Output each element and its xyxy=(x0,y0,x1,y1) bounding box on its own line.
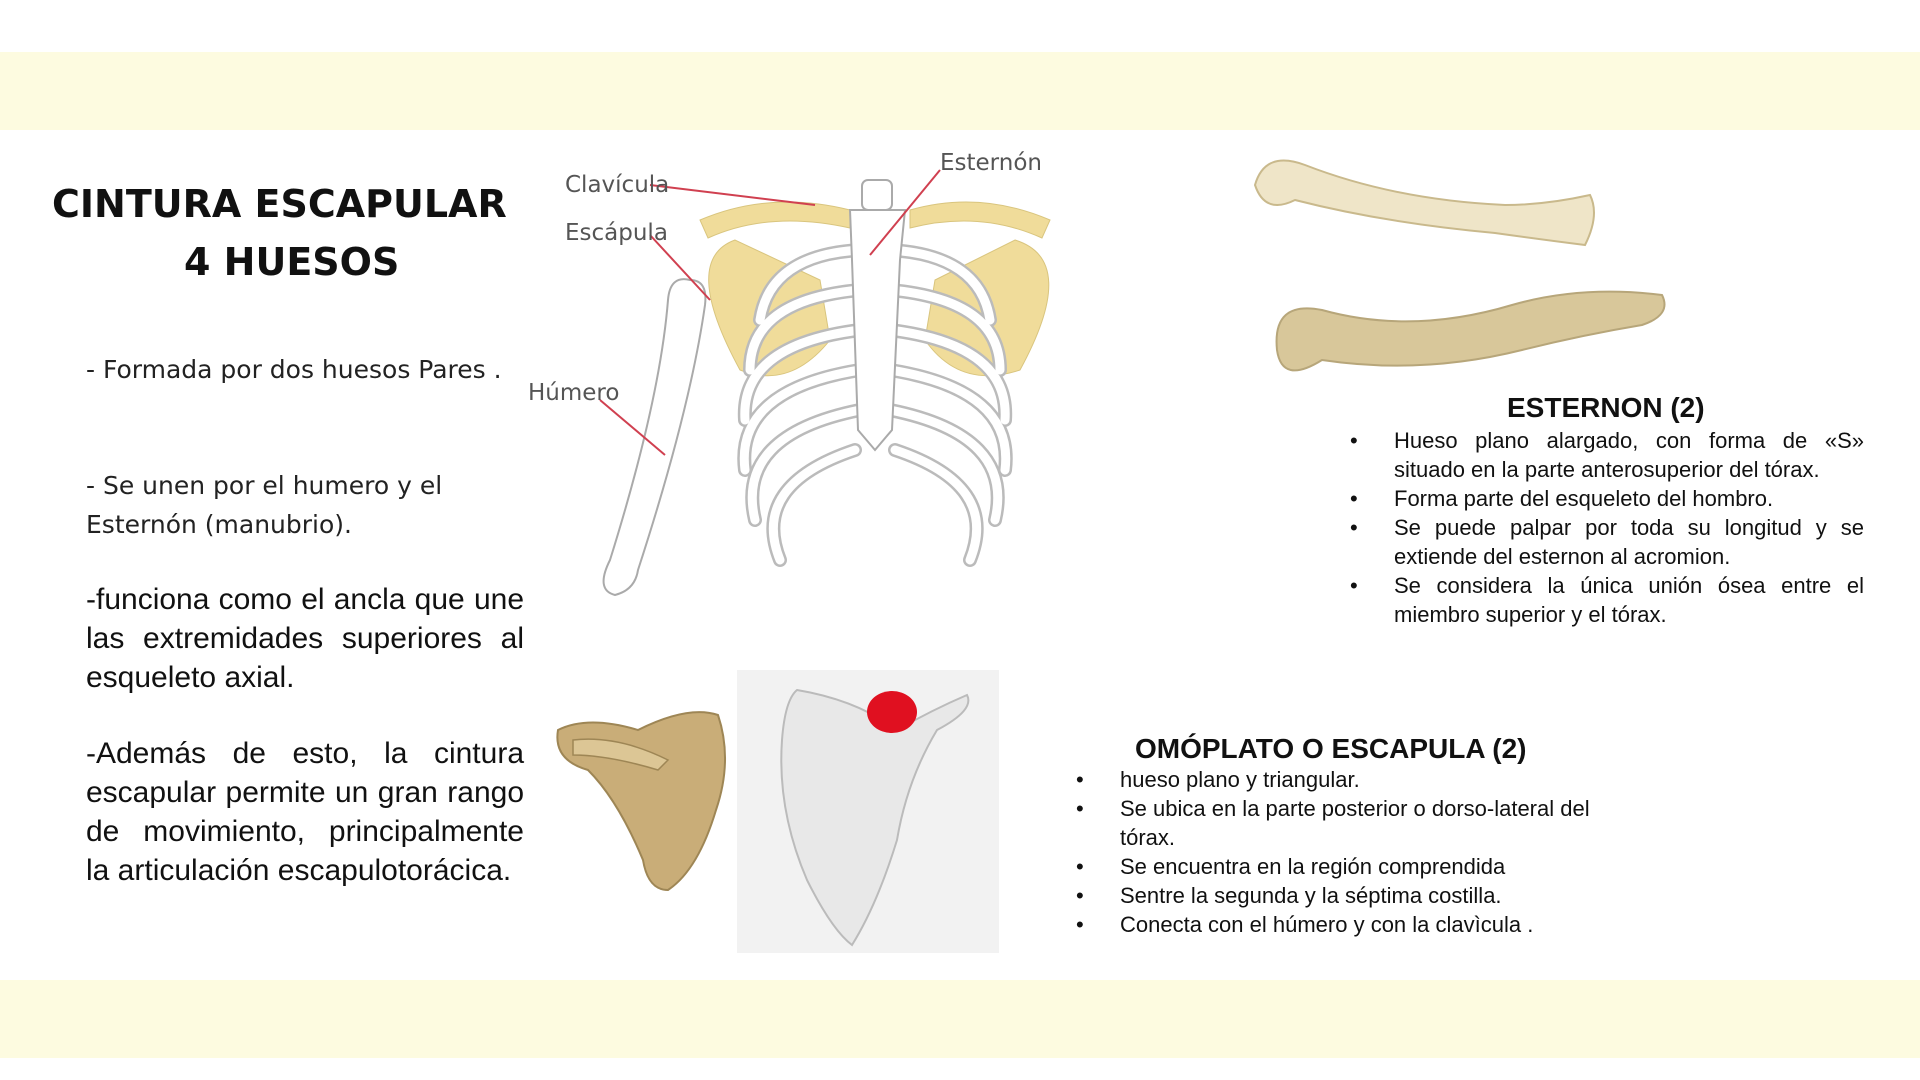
scapula-image-grey xyxy=(737,670,999,953)
title-line-1: CINTURA ESCAPULAR xyxy=(52,182,507,226)
list-item: • Se encuentra en la región comprendida xyxy=(1076,854,1506,879)
humerus-shape xyxy=(604,279,706,595)
esternon-list xyxy=(1350,426,1864,629)
point-funciona: -funciona como el ancla que une las extremidades superiores al esqueleto axial. xyxy=(86,583,524,694)
scapula-image-tan xyxy=(548,700,728,900)
omoplato-list xyxy=(1076,765,1616,939)
top-band xyxy=(0,52,1920,130)
clavicle-image-bottom xyxy=(1262,280,1672,390)
list-item: • Se puede palpar por toda su longitud y se extiende del esternon al acromion. xyxy=(1350,515,1864,569)
list-item: • Se considera la única unión ósea entre el miembro superior y el tórax. xyxy=(1350,573,1864,627)
label-humero: Húmero xyxy=(528,380,620,406)
esternon-title: ESTERNON (2) xyxy=(1507,392,1705,423)
label-esternon: Esternón xyxy=(940,150,1042,176)
list-item: • Hueso plano alargado, con forma de «S» situado en la parte anterosuperior del tórax. xyxy=(1350,428,1864,482)
label-clavicula: Clavícula xyxy=(565,172,670,198)
omoplato-title: OMÓPLATO O ESCAPULA (2) xyxy=(1135,733,1527,764)
list-item: • Sentre la segunda y la séptima costilla. xyxy=(1076,883,1502,908)
shoulder-girdle-diagram xyxy=(520,140,1200,620)
title-line-2: 4 HUESOS xyxy=(184,240,400,284)
point-se-unen: - Se unen por el humero y el Esternón (manubrio). xyxy=(86,471,443,539)
list-item: • Conecta con el húmero y con la clavìcula . xyxy=(1076,912,1534,937)
left-clavicle-shape xyxy=(700,202,850,238)
list-item: • Se ubica en la parte posterior o dorso-lateral del tórax. xyxy=(1076,796,1590,850)
point-formada: - Formada por dos huesos Pares . xyxy=(86,355,502,384)
slide-title xyxy=(52,175,507,291)
marker-red xyxy=(867,691,917,733)
label-escapula: Escápula xyxy=(565,220,668,246)
list-item: • hueso plano y triangular. xyxy=(1076,767,1360,792)
bottom-band xyxy=(0,980,1920,1058)
list-item: • Forma parte del esqueleto del hombro. xyxy=(1350,486,1774,511)
right-clavicle-shape xyxy=(910,202,1050,238)
clavicle-image-top xyxy=(1245,145,1605,265)
point-ademas: -Además de esto, la cintura escapular permite un gran rango de movimiento, principalmente la articulación escapulotorácica. xyxy=(86,737,524,887)
